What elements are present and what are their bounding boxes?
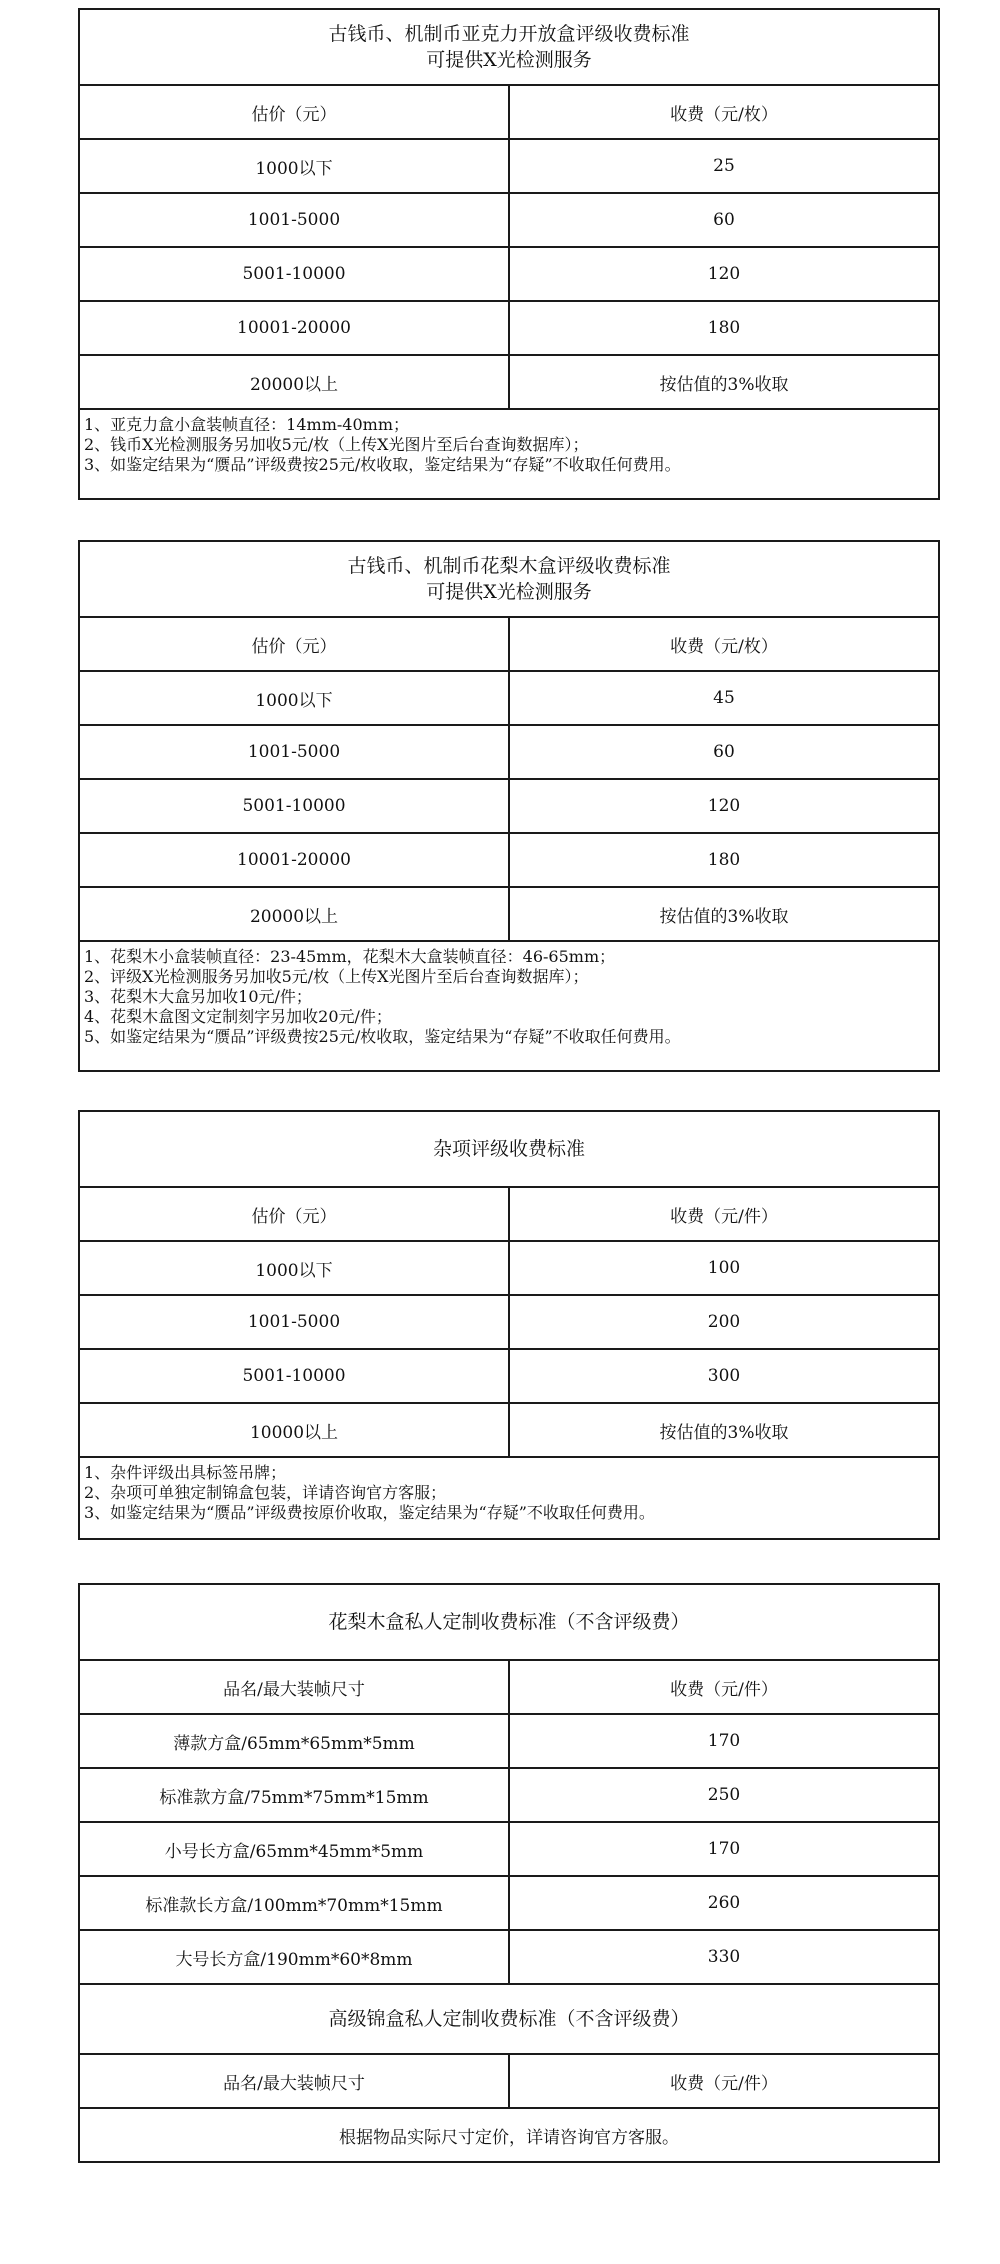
note-line: 2、杂项可单独定制锦盒包装，详请咨询官方客服； (84, 1483, 447, 1502)
table-row (80, 1875, 938, 1929)
valuation-cell: 1001-5000 (80, 726, 510, 778)
valuation-cell: 1000以下 (80, 1242, 510, 1294)
note-line: 2、钱币X光检测服务另加收5元/枚（上传X光图片至后台查询数据库）； (84, 435, 589, 454)
column-header-valuation: 估价（元） (80, 86, 510, 138)
table-title: 花梨木盒私人定制收费标准（不含评级费） (328, 1611, 690, 1633)
note-line: 3、如鉴定结果为“赝品”评级费按原价收取，鉴定结果为“存疑”不收取任何费用。 (84, 1503, 655, 1522)
note-line: 1、杂件评级出具标签吊牌； (84, 1463, 287, 1482)
table-row (80, 300, 938, 354)
table-row (80, 1348, 938, 1402)
fee-cell: 170 (707, 1839, 741, 1859)
table-subtitle: 可提供X光检测服务 (426, 581, 592, 603)
note-line: 5、如鉴定结果为“赝品”评级费按25元/枚收取，鉴定结果为“存疑”不收取任何费用。 (84, 1027, 681, 1046)
fee-cell: 按估值的3%收取 (659, 374, 789, 395)
table-row (80, 778, 938, 832)
valuation-cell: 1000以下 (80, 140, 510, 192)
table-footer-note: 根据物品实际尺寸定价，详请咨询官方客服。 (339, 2127, 679, 2148)
table-row (80, 1821, 938, 1875)
fee-cell: 100 (707, 1258, 741, 1278)
table-row (80, 1294, 938, 1348)
column-header-fee: 收费（元/件） (670, 2073, 778, 2094)
note-line: 1、花梨木小盒装帧直径：23-45mm，花梨木大盒装帧直径：46-65mm； (84, 947, 616, 966)
fee-cell: 25 (713, 156, 735, 176)
table-row (80, 1929, 938, 1983)
item-cell: 标准款长方盒/100mm*70mm*15mm (80, 1877, 510, 1929)
table-row (80, 1713, 938, 1767)
table-row (80, 832, 938, 886)
column-header-fee: 收费（元/枚） (670, 636, 778, 657)
valuation-cell: 5001-10000 (80, 248, 510, 300)
fee-cell: 60 (713, 742, 735, 762)
table-title (80, 542, 938, 616)
rosewood-box-fee-table (78, 540, 940, 1072)
table-row (80, 724, 938, 778)
note-line: 1、亚克力盒小盒装帧直径：14mm-40mm； (84, 415, 409, 434)
fee-cell: 170 (707, 1731, 741, 1751)
notes-block (80, 408, 938, 498)
column-header-fee: 收费（元/件） (670, 1679, 778, 1700)
notes-block (80, 1456, 938, 1538)
fee-cell: 330 (707, 1947, 741, 1967)
fee-cell: 260 (707, 1893, 741, 1913)
fee-cell: 300 (707, 1366, 741, 1386)
fee-cell: 200 (707, 1312, 741, 1332)
notes-block (80, 940, 938, 1070)
valuation-cell: 1001-5000 (80, 1296, 510, 1348)
fee-cell: 120 (707, 264, 741, 284)
column-header-valuation: 估价（元） (80, 618, 510, 670)
column-header-fee: 收费（元/件） (670, 1206, 778, 1227)
item-cell: 标准款方盒/75mm*75mm*15mm (80, 1769, 510, 1821)
table-row (80, 138, 938, 192)
fee-cell: 按估值的3%收取 (659, 906, 789, 927)
note-line: 2、评级X光检测服务另加收5元/枚（上传X光图片至后台查询数据库）； (84, 967, 589, 986)
table-title (80, 10, 938, 84)
table-title-main: 古钱币、机制币花梨木盒评级收费标准 (347, 555, 671, 577)
fee-cell: 250 (707, 1785, 741, 1805)
custom-box-fee-table (78, 1583, 940, 2163)
valuation-cell: 5001-10000 (80, 1350, 510, 1402)
table-title: 杂项评级收费标准 (432, 1138, 585, 1160)
miscellaneous-fee-table (78, 1110, 940, 1540)
item-cell: 薄款方盒/65mm*65mm*5mm (80, 1715, 510, 1767)
note-line: 3、花梨木大盒另加收10元/件； (84, 987, 312, 1006)
table-row (80, 246, 938, 300)
acrylic-box-fee-table (78, 8, 940, 500)
note-line: 3、如鉴定结果为“赝品”评级费按25元/枚收取，鉴定结果为“存疑”不收取任何费用。 (84, 455, 681, 474)
table-title-main: 古钱币、机制币亚克力开放盒评级收费标准 (328, 23, 690, 45)
note-line: 4、花梨木盒图文定制刻字另加收20元/件； (84, 1007, 392, 1026)
valuation-cell: 1000以下 (80, 672, 510, 724)
column-header-fee: 收费（元/枚） (670, 104, 778, 125)
section-title: 高级锦盒私人定制收费标准（不含评级费） (328, 2008, 690, 2030)
fee-cell: 120 (707, 796, 741, 816)
column-header-valuation: 估价（元） (80, 1188, 510, 1240)
fee-cell: 60 (713, 210, 735, 230)
valuation-cell: 10001-20000 (80, 302, 510, 354)
table-row (80, 1767, 938, 1821)
fee-cell: 45 (713, 688, 735, 708)
table-row (80, 670, 938, 724)
valuation-cell: 1001-5000 (80, 194, 510, 246)
table-row (80, 354, 938, 408)
valuation-cell: 20000以上 (80, 356, 510, 408)
table-row (80, 1402, 938, 1456)
table-row (80, 886, 938, 940)
valuation-cell: 10000以上 (80, 1404, 510, 1456)
table-subtitle: 可提供X光检测服务 (426, 49, 592, 71)
item-cell: 大号长方盒/190mm*60*8mm (80, 1931, 510, 1983)
fee-cell: 180 (707, 850, 741, 870)
column-header-item: 品名/最大装帧尺寸 (80, 2055, 510, 2107)
column-header-item: 品名/最大装帧尺寸 (80, 1661, 510, 1713)
valuation-cell: 5001-10000 (80, 780, 510, 832)
table-row (80, 192, 938, 246)
item-cell: 小号长方盒/65mm*45mm*5mm (80, 1823, 510, 1875)
valuation-cell: 10001-20000 (80, 834, 510, 886)
table-row (80, 1240, 938, 1294)
fee-cell: 180 (707, 318, 741, 338)
valuation-cell: 20000以上 (80, 888, 510, 940)
fee-cell: 按估值的3%收取 (659, 1422, 789, 1443)
